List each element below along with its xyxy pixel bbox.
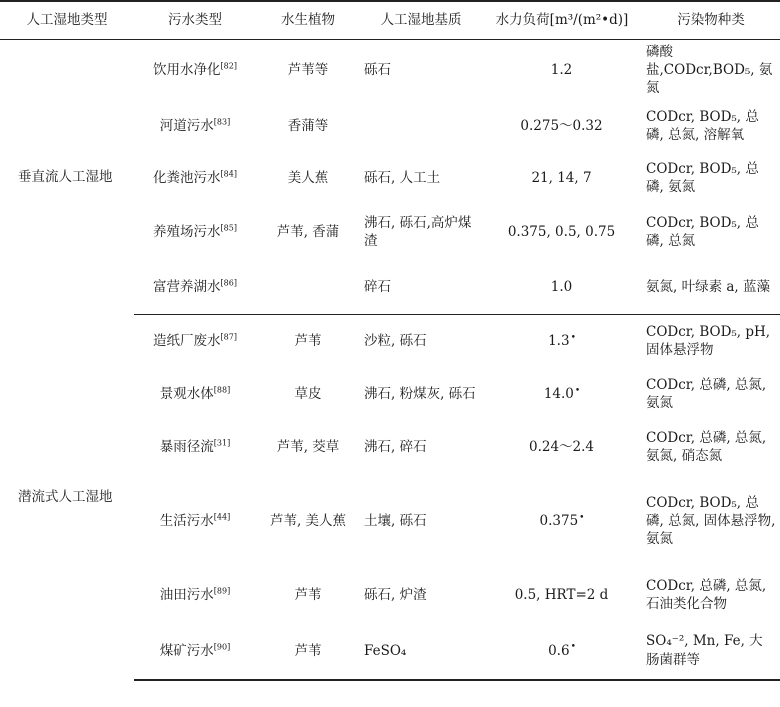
sewage-type-label: 河道污水 (159, 118, 214, 135)
matrix-cell: 沸石, 粉煤灰, 砾石 (364, 386, 476, 403)
sewage-type-cell (134, 474, 256, 568)
sewage-type-cell (134, 622, 256, 680)
hydraulic-load-value: 0.24～2.4 (528, 439, 595, 456)
hydraulic-load-cell (482, 204, 642, 260)
header-wetland-type: 人工湿地类型 (0, 1, 134, 39)
table-row (0, 39, 780, 100)
sewage-type-cell (134, 568, 256, 622)
pollutants-cell: CODcr, BOD₅, pH, 固体悬浮物 (646, 324, 771, 359)
pollutants-cell: CODcr, BOD₅, 总磷, 总氮 (646, 214, 759, 250)
hydraulic-load-cell (482, 474, 642, 568)
matrix-cell: FeSO₄ (360, 622, 482, 680)
wetland-type-cell: 潜流式人工湿地 (18, 489, 113, 506)
pollutants-cell: 磷酸盐,CODcr,BOD₅, 氨氮 (646, 43, 773, 96)
load-note-mark: • (570, 332, 576, 343)
hydraulic-load-cell (482, 368, 642, 420)
citation-ref: [90] (213, 642, 231, 652)
sewage-type-label: 煤矿污水 (159, 642, 214, 659)
sewage-type-label: 景观水体 (159, 386, 214, 403)
sewage-type-label: 造纸厂废水 (153, 333, 221, 350)
pollutants-cell: CODcr, 总磷, 总氮,石油类化合物 (646, 577, 767, 613)
hydraulic-load-cell (482, 152, 642, 204)
citation-ref: [87] (220, 332, 237, 342)
hydraulic-load-value: 1.3 (548, 333, 570, 350)
citation-ref: [86] (220, 278, 237, 288)
sewage-type-label: 油田污水 (159, 587, 214, 604)
pollutants-cell: 氨氮, 叶绿素 a, 蓝藻 (642, 260, 780, 314)
sewage-type-label: 饮用水净化 (153, 61, 221, 78)
hydraulic-load-cell (482, 314, 642, 368)
sewage-type-cell (134, 100, 256, 152)
sewage-type-label: 养殖场污水 (153, 224, 221, 241)
header-sewage-type: 污水类型 (134, 1, 256, 39)
load-note-mark: • (579, 512, 585, 523)
aquatic-plant-cell: 芦苇等 (287, 61, 329, 78)
sewage-type-cell (134, 420, 256, 474)
citation-ref: [89] (213, 586, 231, 596)
header-matrix: 人工湿地基质 (360, 1, 482, 39)
sewage-type-label: 暴雨径流 (159, 439, 214, 456)
citation-ref: [44] (213, 512, 231, 522)
citation-ref: [84] (220, 169, 237, 179)
header-aquatic-plant: 水生植物 (256, 1, 360, 39)
sewage-type-label: 生活污水 (159, 513, 214, 530)
aquatic-plant-cell: 芦苇 (294, 333, 322, 350)
citation-ref: [88] (213, 385, 231, 395)
hydraulic-load-cell (482, 100, 642, 152)
table-body (0, 39, 780, 680)
pollutants-cell: SO₄⁻², Mn, Fe, 大肠菌群等 (642, 622, 780, 680)
aquatic-plant-cell: 芦苇 (294, 587, 322, 604)
aquatic-plant-cell: 芦苇, 美人蕉 (269, 513, 347, 530)
aquatic-plant-cell: 芦苇, 香蒲 (276, 224, 340, 241)
sewage-type-label: 化粪池污水 (153, 170, 221, 187)
matrix-cell: 碎石 (360, 260, 482, 314)
pollutants-cell: CODcr, BOD₅, 总磷, 氨氮 (646, 160, 759, 196)
sewage-type-cell (134, 39, 256, 100)
table-header (0, 1, 780, 39)
matrix-cell: 砾石, 炉渣 (364, 587, 427, 604)
hydraulic-load-value: 21, 14, 7 (531, 170, 592, 187)
sewage-type-cell (134, 152, 256, 204)
header-pollutants: 污染物种类 (642, 1, 780, 39)
matrix-cell: 砾石, 人工土 (364, 170, 441, 187)
sewage-type-cell (134, 314, 256, 368)
hydraulic-load-value: 0.6 (548, 642, 570, 659)
load-note-mark: • (570, 642, 576, 653)
header-hydraulic-load: 水力负荷[m³/(m²•d)] (482, 1, 642, 39)
citation-ref: [83] (213, 117, 231, 127)
hydraulic-load-cell (482, 260, 642, 314)
matrix-cell: 土壤, 砾石 (364, 513, 427, 530)
hydraulic-load-value: 0.275～0.32 (520, 118, 603, 135)
aquatic-plant-cell: 美人蕉 (287, 170, 329, 187)
load-note-mark: • (574, 385, 581, 396)
sewage-type-cell (134, 204, 256, 260)
aquatic-plant-cell (256, 260, 360, 314)
sewage-type-label: 富营养湖水 (153, 278, 221, 295)
hydraulic-load-value: 14.0 (543, 386, 574, 403)
aquatic-plant-cell: 芦苇 (256, 622, 360, 680)
hydraulic-load-value: 1.0 (550, 278, 573, 295)
hydraulic-load-value: 0.375 (539, 513, 579, 530)
citation-ref: [82] (220, 61, 237, 71)
hydraulic-load-cell (482, 39, 642, 100)
sewage-type-cell (134, 368, 256, 420)
matrix-cell: 砾石 (364, 61, 391, 78)
table-row (0, 314, 780, 368)
pollutants-cell: CODcr, 总磷, 总氮,氨氮, 硝态氮 (646, 429, 767, 465)
pollutants-cell: CODcr, BOD₅, 总磷, 总氮, 溶解氧 (646, 108, 759, 144)
hydraulic-load-value: 1.2 (550, 61, 573, 78)
citation-ref: [85] (220, 223, 237, 233)
matrix-cell (360, 100, 482, 152)
aquatic-plant-cell: 香蒲等 (287, 118, 329, 135)
hydraulic-load-value: 0.5, HRT=2 d (514, 587, 609, 604)
hydraulic-load-cell (482, 568, 642, 622)
hydraulic-load-value: 0.375, 0.5, 0.75 (507, 224, 616, 241)
pollutants-cell: CODcr, BOD₅, 总磷, 总氮, 固体悬浮物, 氨氮 (646, 494, 776, 548)
aquatic-plant-cell: 芦苇, 茭草 (276, 439, 340, 456)
matrix-cell: 沙粒, 砾石 (364, 333, 427, 350)
matrix-cell: 沸石, 砾石,高炉煤渣 (364, 214, 472, 250)
wetland-type-cell: 垂直流人工湿地 (18, 168, 113, 185)
hydraulic-load-cell (482, 622, 642, 680)
hydraulic-load-cell (482, 420, 642, 474)
header-row (0, 1, 780, 39)
sewage-type-cell (134, 260, 256, 314)
aquatic-plant-cell: 草皮 (294, 386, 322, 403)
citation-ref: [31] (213, 438, 231, 448)
matrix-cell: 沸石, 碎石 (364, 439, 427, 456)
pollutants-cell: CODcr, 总磷, 总氮,氨氮 (646, 376, 767, 412)
